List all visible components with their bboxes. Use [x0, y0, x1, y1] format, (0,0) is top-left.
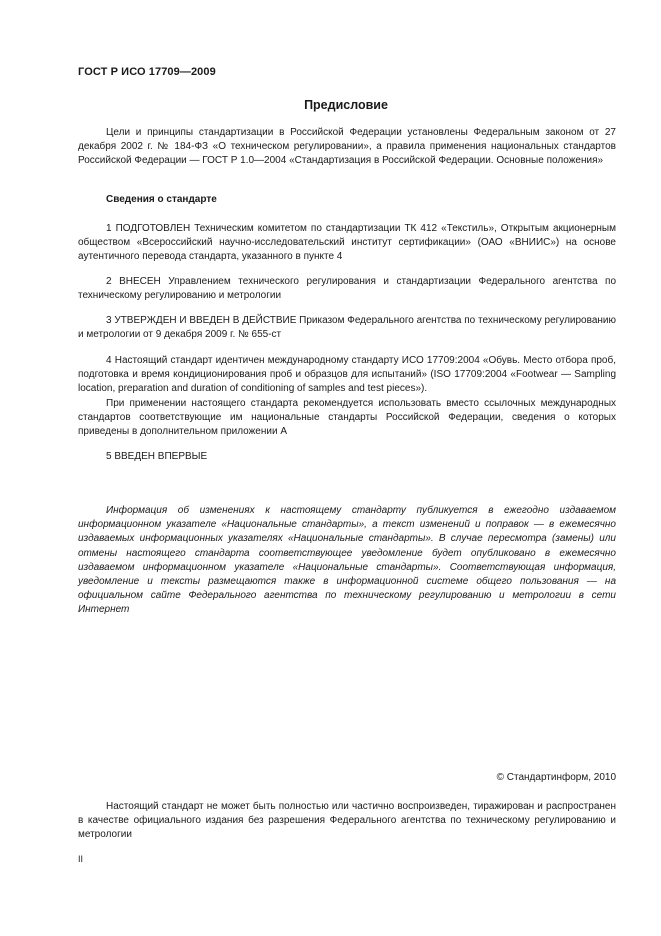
intro-text: Цели и принципы стандартизации в Российской Федерации установлены Федеральным законом от 27 декабря 2002 г. № 184-ФЗ «О техническом регулировании», а правила применения национальных стандартов Российской Федерации — ГОСТ Р 1.0—2004 «Стандартизация в Российской Федерации. Основные положения» — [78, 127, 616, 167]
item-2-text: 2 ВНЕСЕН Управлением технического регулирования и стандартизации Федерального агентства по техническому регулированию и метрологии — [78, 276, 616, 302]
item-1-text: 1 ПОДГОТОВЛЕН Техническим комитетом по стандартизации ТК 412 «Текстиль», Открытым акционерным обществом «Всероссийский научно-исследовательский институт сертификации» (ОАО «ВНИИС») на основе аутентичного перевода стандарта, указанного в пункте 4 — [78, 223, 616, 263]
section-heading: Сведения о стандарте — [106, 194, 217, 205]
reproduction-notice-text: Настоящий стандарт не может быть полностью или частично воспроизведен, тиражирован и распространен в качестве официального издания без разрешения Федерального агентства по техническому регулированию и метрологии — [78, 801, 616, 841]
item-4-note: При применении настоящего стандарта рекомендуется использовать вместо ссылочных международных стандартов соответствующие им национальные стандарты Российской Федерации, сведения о которых приведены в дополнительном приложении А — [78, 397, 616, 438]
document-header: ГОСТ Р ИСО 17709—2009 — [78, 66, 216, 78]
item-5 — [78, 450, 616, 464]
reproduction-notice — [78, 800, 616, 843]
intro-paragraph — [78, 126, 616, 169]
item-4 — [78, 354, 616, 439]
item-5-text: 5 ВВЕДЕН ВПЕРВЫЕ — [106, 451, 208, 462]
item-3 — [78, 314, 616, 342]
item-2 — [78, 275, 616, 303]
item-3-text: 3 УТВЕРЖДЕН И ВВЕДЕН В ДЕЙСТВИЕ Приказом Федерального агентства по техническому регулированию и метрологии от 9 декабря 2009 г. № 655-ст — [78, 315, 616, 341]
item-4-text: 4 Настоящий стандарт идентичен международному стандарту ИСО 17709:2004 «Обувь. Место отбора проб, подготовка и время кондиционирования проб и образцов для испытаний» (ISO 17709:2004 «Footwear — Sampling location, preparation and duration of conditioning of samples and test pieces»). — [78, 355, 616, 395]
page-title: Предисловие — [304, 98, 388, 112]
info-notice — [78, 504, 616, 618]
page-number: II — [78, 854, 84, 864]
item-1 — [78, 222, 616, 265]
info-notice-text: Информация об изменениях к настоящему стандарту публикуется в ежегодно издаваемом информационном указателе «Национальные стандарты», а текст изменений и поправок — в ежемесячно издаваемых информационных указателях «Национальные стандарты». В случае пересмотра (замены) или отмены настоящего стандарта соответствующее уведомление будет опубликовано в ежемесячно издаваемом информационном указателе «Национальные стандарты». Соответствующая информация, уведомление и тексты размещаются также в информационной системе общего пользования — на официальном сайте Федерального агентства по техническому регулированию и метрологии в сети Интернет — [78, 505, 616, 616]
copyright-line: © Стандартинформ, 2010 — [496, 772, 616, 783]
